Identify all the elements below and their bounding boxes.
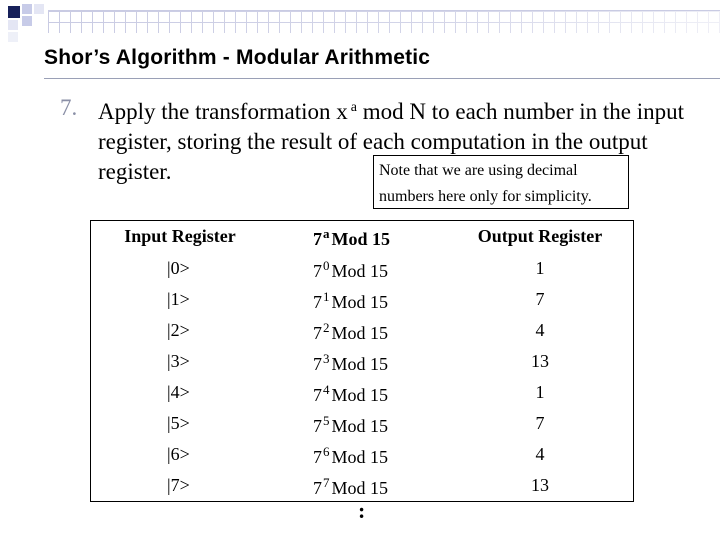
output-cell: 4	[535, 320, 545, 340]
output-cell: 1	[535, 258, 545, 278]
decor-square-faint	[8, 32, 18, 42]
decor-square-light	[22, 4, 32, 14]
step-text-before: Apply the transformation x	[98, 99, 348, 124]
expression-cell	[313, 351, 388, 375]
decor-square-light	[22, 16, 32, 26]
exponent: 5	[323, 413, 330, 428]
step-superscript: a	[350, 100, 357, 115]
input-cell: |2>	[167, 320, 190, 340]
exponent: 1	[323, 289, 330, 304]
base: 7	[313, 354, 322, 374]
mod: Mod 15	[331, 261, 389, 281]
expression-cell	[313, 382, 388, 406]
decor-square-faint	[34, 4, 44, 14]
mod: Mod 15	[331, 416, 389, 436]
slide-title: Shor’s Algorithm - Modular Arithmetic	[44, 46, 431, 69]
table-row	[91, 444, 633, 475]
expression-cell	[313, 444, 388, 468]
mod: Mod 15	[331, 354, 389, 374]
exponent: 3	[323, 351, 330, 366]
base: 7	[313, 478, 322, 498]
mod: Mod 15	[331, 323, 389, 343]
exponent: 4	[323, 382, 330, 397]
table-header-row	[91, 226, 633, 257]
base: 7	[313, 261, 322, 281]
output-cell: 13	[531, 351, 549, 371]
header-expression	[313, 226, 390, 250]
header-banner-grid	[48, 10, 720, 33]
continuation-dots: :	[358, 498, 366, 523]
input-cell: |1>	[167, 289, 190, 309]
header-exponent: a	[323, 226, 330, 241]
note-box: Note that we are using decimal numbers here only for simplicity.	[373, 155, 629, 209]
table-row	[91, 289, 633, 320]
expression-cell	[313, 320, 388, 344]
expression-cell	[313, 413, 388, 437]
output-cell: 13	[531, 475, 549, 495]
table-row	[91, 320, 633, 351]
header-output-register: Output Register	[477, 226, 603, 246]
expression-cell	[313, 289, 388, 313]
exponent: 2	[323, 320, 330, 335]
base: 7	[313, 385, 322, 405]
decor-square-faint	[8, 20, 18, 30]
exponent: 6	[323, 444, 330, 459]
output-cell: 4	[535, 444, 545, 464]
output-cell: 7	[535, 289, 545, 309]
mod: Mod 15	[331, 292, 389, 312]
mod: Mod 15	[331, 385, 389, 405]
expression-cell	[313, 475, 388, 499]
table-row	[91, 258, 633, 289]
output-cell: 1	[535, 382, 545, 402]
step-number: 7.	[60, 95, 78, 120]
table-row	[91, 413, 633, 444]
input-cell: |6>	[167, 444, 190, 464]
output-cell: 7	[535, 413, 545, 433]
base: 7	[313, 323, 322, 343]
header-input-register: Input Register	[124, 226, 236, 246]
mod: Mod 15	[331, 478, 389, 498]
input-cell: |4>	[167, 382, 190, 402]
input-cell: |0>	[167, 258, 190, 278]
header-mod: Mod 15	[331, 229, 390, 249]
table-row	[91, 382, 633, 413]
input-cell: |3>	[167, 351, 190, 371]
input-cell: |7>	[167, 475, 190, 495]
step-text-after: mod N to each number in the input register, storing the result of each computation in the output register.	[98, 99, 685, 184]
table-row	[91, 351, 633, 382]
header-base: 7	[313, 229, 322, 249]
base: 7	[313, 292, 322, 312]
expression-cell	[313, 258, 388, 282]
mod: Mod 15	[331, 447, 389, 467]
base: 7	[313, 416, 322, 436]
exponent: 0	[323, 258, 330, 273]
base: 7	[313, 447, 322, 467]
decor-square-dark	[8, 6, 20, 18]
title-divider	[44, 78, 720, 79]
input-cell: |5>	[167, 413, 190, 433]
register-table	[90, 220, 634, 502]
exponent: 7	[323, 475, 330, 490]
